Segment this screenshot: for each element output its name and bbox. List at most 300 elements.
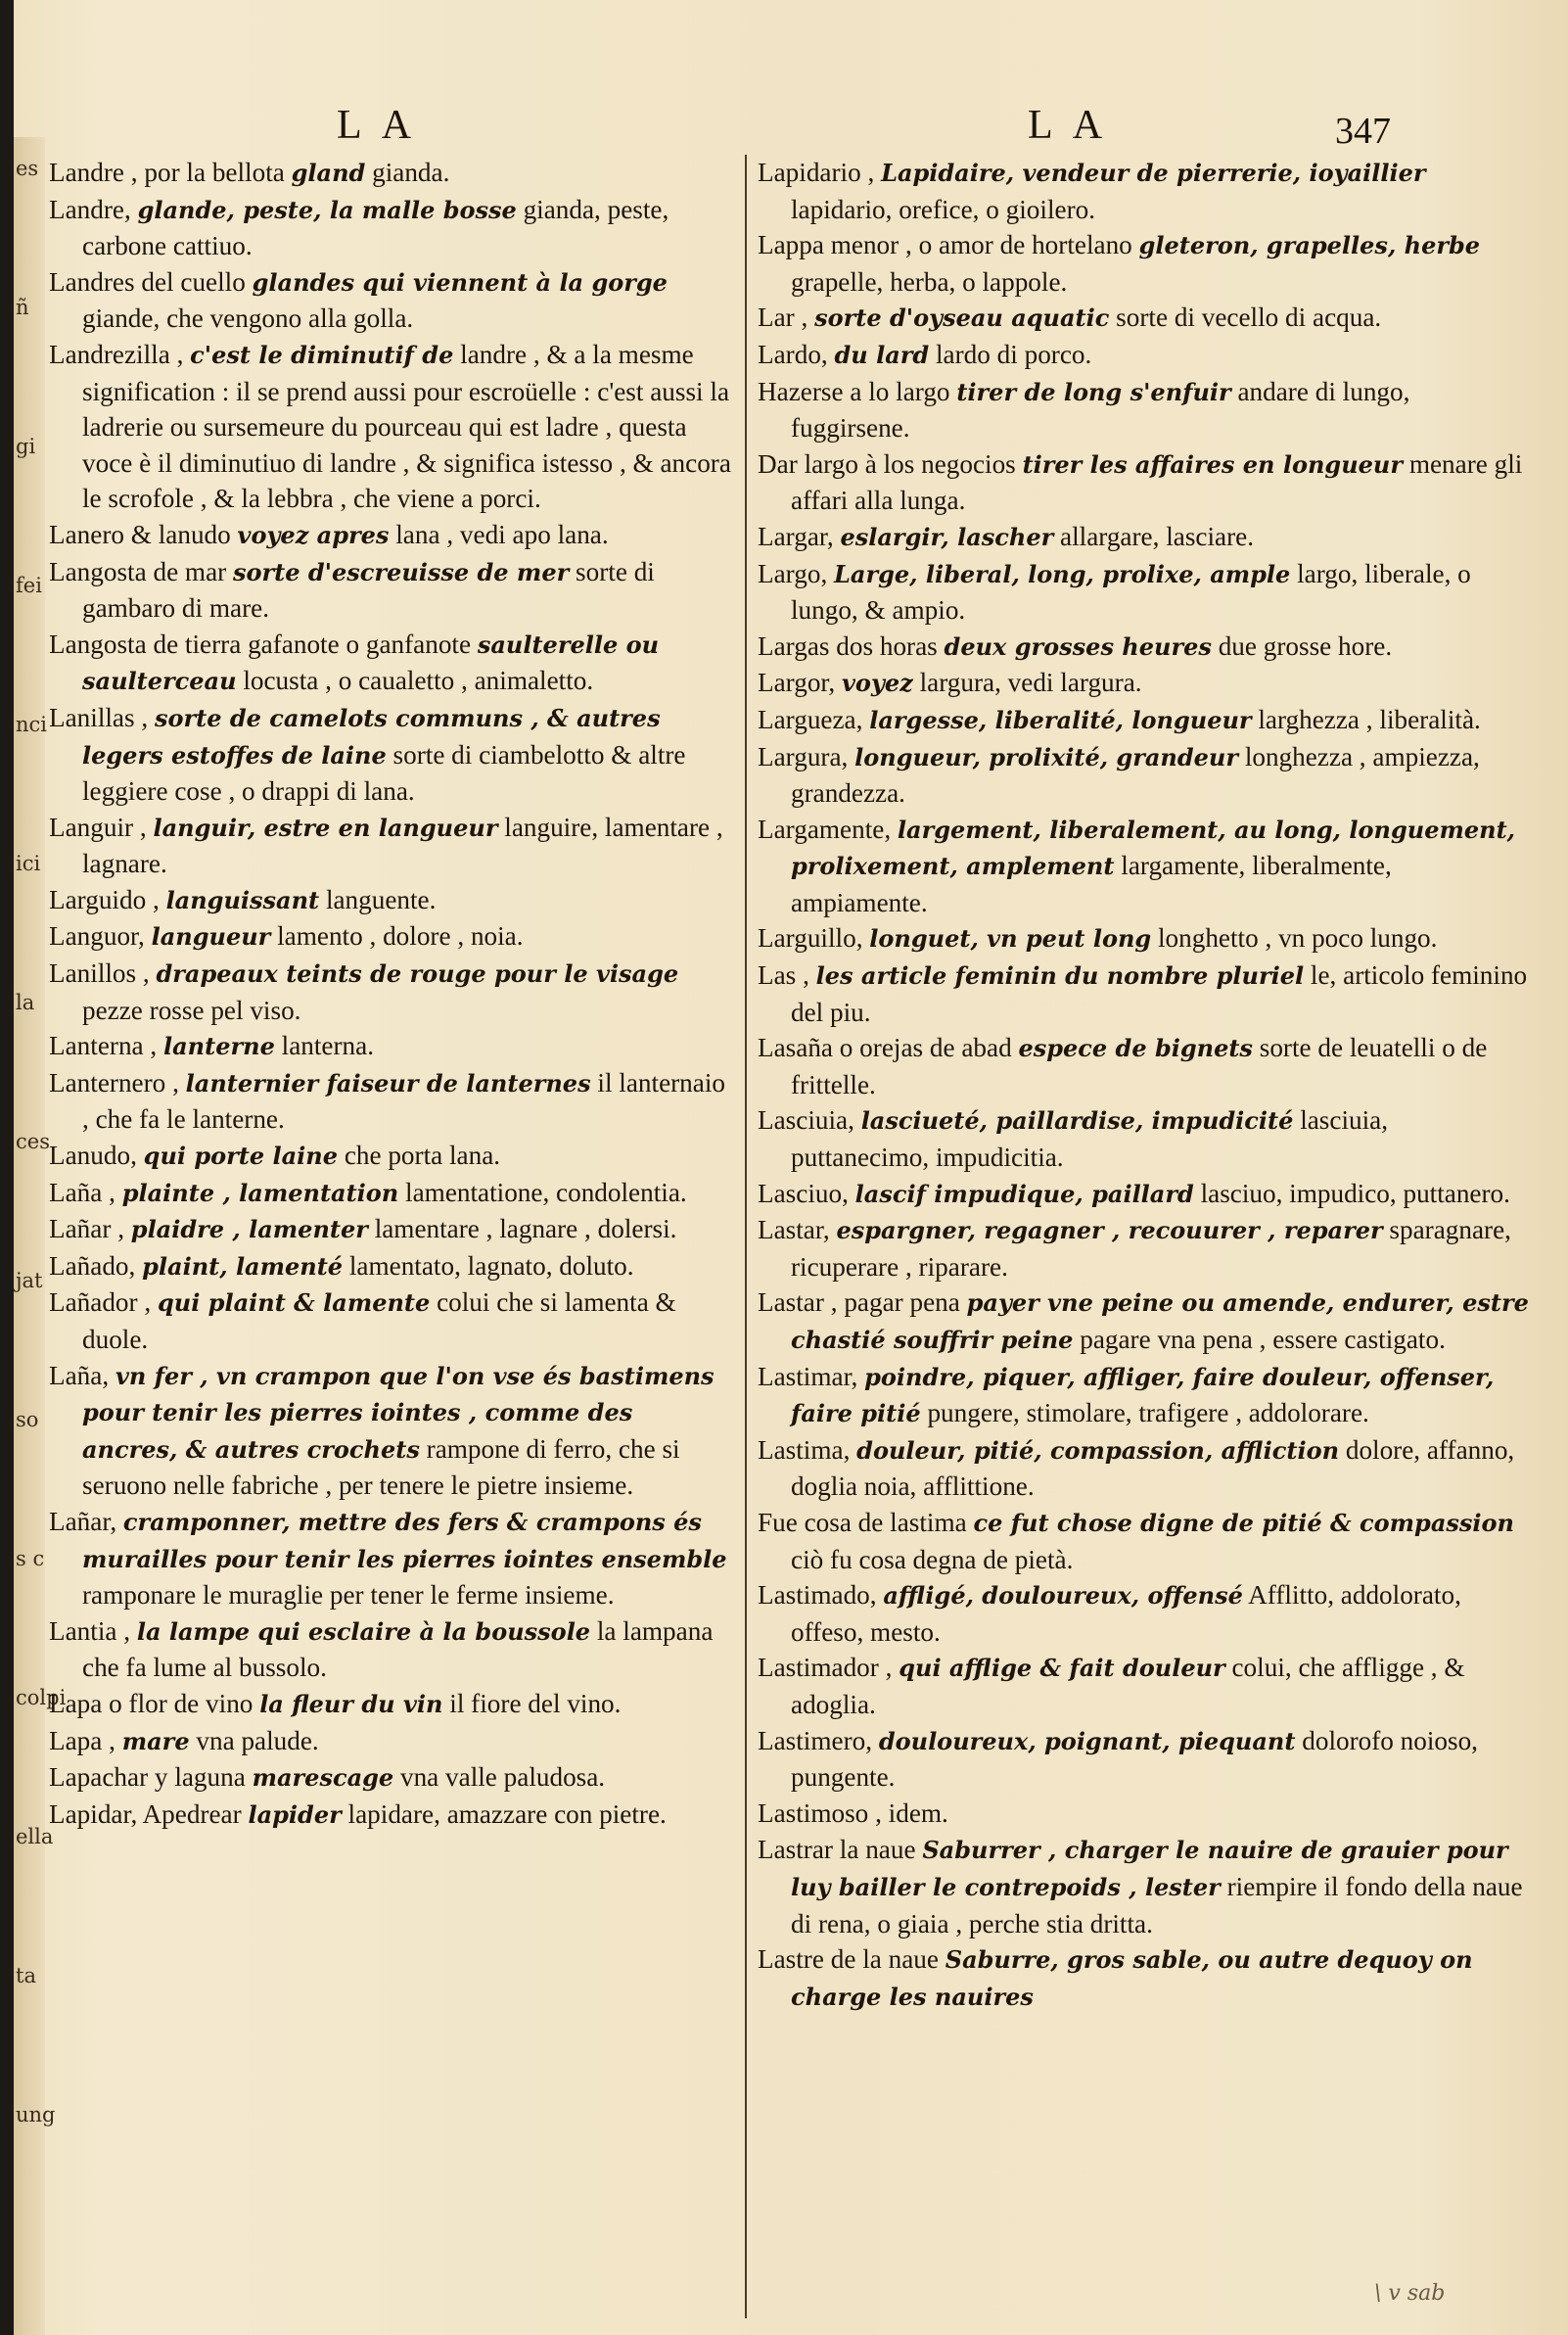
entry-french-gloss: Large, liberal, long, prolixe, ample [834, 559, 1291, 588]
entry-headword: Fue [758, 1507, 798, 1537]
left-column [49, 155, 734, 1833]
entry-separator: , [102, 1360, 115, 1390]
dictionary-entry [49, 554, 734, 627]
entry-separator: , [878, 1653, 899, 1683]
entry-separator: , [102, 1725, 122, 1755]
entry-headword: Lapa [49, 1688, 103, 1718]
dictionary-entry [49, 956, 734, 1028]
dictionary-entry [758, 920, 1531, 957]
entry-headword: Lastre [758, 1944, 824, 1975]
dictionary-entry [49, 1175, 734, 1212]
entry-headword: Lastimero [758, 1725, 866, 1755]
dictionary-entry [758, 446, 1531, 519]
dictionary-entry [758, 1941, 1531, 2015]
entry-italian-gloss: allargare, lasciare. [1060, 521, 1255, 551]
entry-headword: Lastima [758, 1434, 844, 1465]
entry-italian-gloss: landre , & a la mesme signification : il se prend aussi pour escroüelle : c'est aussi la ladrerie ou sursemeure du pourceau qui est ladre , questa voce è il diminutiuo di landre , & significa istesso , & ancora le scrofole , & la lebbra , che viene a porci. [82, 339, 731, 514]
entry-separator: , [111, 1214, 131, 1244]
entry-italian-gloss: il fiore del vino. [449, 1688, 622, 1718]
entry-separator: , [794, 303, 815, 333]
dictionary-entry [49, 810, 734, 882]
dictionary-entry [49, 1613, 734, 1686]
entry-headword: Lantia [49, 1615, 117, 1646]
dictionary-entry [758, 1102, 1531, 1175]
entry-headword: Lastar [758, 1215, 823, 1245]
entry-spanish-gloss: Apedrear [142, 1798, 242, 1829]
entry-headword: Lar [758, 303, 795, 333]
entry-french-gloss: douleur, pitié, compassion, affliction [856, 1435, 1340, 1465]
entry-italian-gloss: Afflitto, addolorato, offeso, mesto. [791, 1580, 1461, 1647]
entry-italian-gloss: lapidario, orefice, o gioilero. [791, 194, 1096, 224]
entry-italian-gloss: menare gli affari alla lunga. [791, 448, 1523, 516]
dictionary-entry [758, 1284, 1531, 1358]
margin-scrawl: \ v sab [1374, 2281, 1446, 2306]
entry-spanish-gloss: menor , o amor de hortelano [830, 230, 1132, 260]
entry-french-gloss: c'est le diminutif de [190, 340, 454, 369]
entry-separator: , [820, 339, 835, 369]
entry-headword: Lastimado [758, 1580, 870, 1611]
entry-separator: , [823, 1287, 845, 1318]
entry-french-gloss: Lapidaire, vendeur de pierrerie, ioyaillier [881, 159, 1426, 187]
entry-headword: Larguillo [758, 923, 856, 954]
entry-separator: , [820, 558, 835, 588]
dictionary-entry [49, 1028, 734, 1065]
dictionary-entry [49, 337, 734, 517]
margin-fragment: ung [16, 2103, 56, 2126]
entry-headword: Lañar [49, 1506, 111, 1536]
entry-headword: Landrezilla [49, 339, 170, 369]
entry-french-gloss: longueur, prolixité, grandeur [854, 742, 1239, 771]
entry-headword: Largar [758, 521, 827, 551]
entry-french-gloss: glande, peste, la malle bosse [137, 195, 517, 224]
entry-italian-gloss: lamentato, lagnato, doluto. [348, 1250, 634, 1281]
dictionary-entry [758, 665, 1531, 702]
margin-fragment: ta [16, 1964, 36, 1987]
entry-french-gloss: Saburre, gros sable, ou autre dequoy on charge les nauires [791, 1945, 1473, 2011]
dictionary-entry [49, 192, 734, 264]
entry-italian-gloss: largo, liberale, o lungo, & ampio. [791, 558, 1471, 626]
entry-headword: Lapidario [758, 158, 861, 187]
entry-headword: Larguido [49, 884, 147, 914]
entry-italian-gloss: sparagnare, ricuperare , riparare. [791, 1215, 1511, 1282]
entry-separator: , [841, 741, 855, 771]
dictionary-entry [758, 227, 1531, 300]
margin-fragment: es [16, 157, 39, 180]
entry-spanish-gloss: la naue [839, 1835, 916, 1865]
book-page [14, 0, 1568, 2335]
dictionary-entry [758, 1030, 1531, 1102]
entry-headword: Lapa [49, 1725, 103, 1755]
entry-italian-gloss: grapelle, herba, o lappole. [791, 266, 1068, 297]
dictionary-entry [758, 1650, 1531, 1722]
entry-italian-gloss: languente. [325, 884, 437, 914]
entry-french-gloss: qui afflige & fait douleur [899, 1654, 1225, 1683]
entry-italian-gloss: la lampana che fa lume al bussolo. [82, 1615, 714, 1683]
entry-french-gloss: sorte d'oyseau aquatic [814, 304, 1110, 333]
entry-separator: , [138, 921, 152, 952]
entry-separator: , [130, 1798, 143, 1829]
entry-italian-gloss: lanterna. [281, 1031, 374, 1061]
entry-separator: , [169, 339, 191, 369]
entry-headword: Lañado [49, 1250, 129, 1281]
running-head-left: LA [337, 103, 431, 148]
entry-french-gloss: langueur [151, 922, 271, 952]
entry-french-gloss: lascif impudique, paillard [854, 1179, 1194, 1208]
dictionary-entry [758, 1505, 1531, 1577]
entry-italian-gloss: vna valle paludosa. [399, 1762, 606, 1793]
dictionary-entry [758, 300, 1531, 337]
entry-spanish-gloss: de la naue [830, 1944, 939, 1975]
entry-french-gloss: la fleur du vin [259, 1689, 443, 1718]
entry-french-gloss: vn fer , vn crampon que l'on vse és bastimens pour tenir les pierres iointes , comme des ancres, & autres crochets [82, 1361, 715, 1464]
entry-french-gloss: affligé, douloureux, offensé [883, 1581, 1243, 1611]
entry-french-gloss: les article feminin du nombre pluriel [815, 961, 1305, 991]
entry-italian-gloss: rampone di ferro, che si seruono nelle fabriche , per tenere le pietre insieme. [82, 1433, 680, 1501]
entry-spanish-gloss: cosa de lastima [804, 1507, 967, 1537]
entry-headword: Lasciuo [758, 1178, 843, 1208]
entry-separator: , [123, 158, 145, 187]
dictionary-entry [758, 812, 1531, 921]
entry-headword: Landre [49, 158, 124, 187]
entry-french-gloss: cramponner, mettre des fers & crampons és murailles pour tenir les pierres iointes ensemble [82, 1507, 727, 1573]
entry-headword: Langosta [49, 629, 147, 659]
dictionary-entry [758, 1832, 1531, 1941]
entry-separator [833, 1033, 840, 1062]
entry-french-gloss: tirer les affaires en longueur [1022, 449, 1404, 479]
dictionary-entry [49, 264, 734, 337]
margin-fragment: gi [16, 435, 36, 458]
dictionary-entry [758, 337, 1531, 374]
previous-page-margin [14, 137, 67, 2335]
entry-separator: , [134, 702, 155, 732]
entry-spanish-gloss: pagar pena [844, 1287, 960, 1318]
entry-french-gloss: ce fut chose digne de pitié & compassion [973, 1508, 1514, 1537]
entry-french-gloss: marescage [252, 1763, 394, 1793]
entry-headword: Lardo [758, 339, 821, 369]
entry-italian-gloss: pungere, stimolare, trafigere , addolorare. [927, 1398, 1369, 1428]
entry-italian-gloss: largamente, liberalmente, ampiamente. [791, 851, 1392, 917]
entry-french-gloss: la lampe qui esclaire à la boussole [136, 1616, 591, 1646]
entry-italian-gloss: longhezza , ampiezza, grandezza. [791, 741, 1480, 809]
entry-headword: Largor [758, 668, 829, 698]
entry-italian-gloss: lana , vedi apo lana. [395, 519, 609, 549]
entry-french-gloss: voyez [841, 669, 913, 698]
entry-italian-gloss: gianda, peste, carbone cattiuo. [82, 194, 669, 261]
entry-spanish-gloss: y laguna [154, 1762, 246, 1793]
dictionary-entry [758, 1432, 1531, 1505]
entry-separator: , [822, 1215, 837, 1245]
dictionary-entry [49, 1759, 734, 1797]
entry-headword: Langosta [49, 556, 147, 586]
entry-italian-gloss: lapidare, amazzare con pietre. [347, 1798, 667, 1829]
entry-separator: , [826, 521, 841, 551]
entry-italian-gloss: che porta lana. [344, 1141, 501, 1171]
dictionary-entry [758, 1577, 1531, 1650]
dictionary-entry [49, 155, 734, 192]
page-number: 347 [1335, 111, 1391, 152]
entry-separator [148, 1762, 155, 1792]
entry-separator: , [865, 1725, 879, 1755]
dictionary-entry [758, 374, 1531, 446]
entry-headword: Lapidar [49, 1798, 131, 1829]
dictionary-entry [758, 556, 1531, 629]
entry-headword: Largamente [758, 814, 885, 844]
entry-separator: , [102, 1177, 122, 1207]
entry-separator: , [165, 1067, 186, 1097]
dictionary-entry [758, 1212, 1531, 1284]
entry-italian-gloss: gianda. [372, 158, 450, 187]
entry-italian-gloss: longhetto , vn poco lungo. [1158, 923, 1438, 954]
entry-french-gloss: du lard [834, 340, 930, 369]
dictionary-entry [758, 629, 1531, 666]
entry-italian-gloss: due grosse hore. [1218, 630, 1393, 661]
entry-french-gloss: mare [121, 1726, 190, 1755]
entry-spanish-gloss: & lanudo [130, 519, 231, 549]
entry-spanish-gloss: a lo largo [850, 376, 950, 406]
dictionary-entry [49, 627, 734, 700]
entry-french-gloss: qui porte laine [143, 1142, 339, 1171]
entry-spanish-gloss: del cuello [141, 266, 246, 297]
column-divider [745, 155, 747, 2318]
entry-separator: , [128, 1250, 136, 1281]
entry-separator: , [828, 668, 842, 698]
entry-separator: , [116, 1615, 137, 1646]
entry-french-gloss: languissant [165, 885, 320, 914]
dictionary-entry [49, 517, 734, 554]
dictionary-entry [49, 1065, 734, 1138]
entry-separator [833, 1835, 840, 1864]
entry-french-gloss: sorte de camelots communs , & autres legers estoffes de laine [82, 703, 661, 770]
dictionary-entry [758, 1796, 1531, 1833]
entry-italian-gloss: lamentatione, condolentia. [405, 1177, 687, 1207]
entry-french-gloss: gleteron, grapelles, herbe [1138, 231, 1481, 260]
entry-separator: , [136, 958, 157, 989]
entry-french-gloss: largement, liberalement, au long, longuement, prolixement, amplement [791, 815, 1516, 881]
dictionary-entry [758, 702, 1531, 739]
entry-french-gloss: glandes qui viennent à la gorge [252, 267, 668, 297]
entry-french-gloss: espece de bignets [1018, 1034, 1253, 1063]
entry-italian-gloss: vna palude. [196, 1725, 319, 1755]
dictionary-entry [758, 155, 1531, 227]
dictionary-entry [758, 957, 1531, 1030]
entry-italian-gloss: sorte di gambaro di mare. [82, 556, 655, 624]
entry-separator: , [855, 704, 870, 734]
entry-french-gloss: plaint, lamenté [142, 1251, 344, 1281]
dictionary-entry [758, 739, 1531, 812]
margin-fragment: fei [16, 574, 42, 597]
entry-french-gloss: plainte , lamentation [121, 1178, 399, 1207]
entry-separator: , [848, 1105, 861, 1136]
entry-french-gloss: languir, estre en langueur [153, 813, 498, 842]
entry-french-gloss: tirer de long s'enfuir [956, 377, 1231, 406]
entry-italian-gloss: ramponare le muraglie per tener le ferme insieme. [82, 1580, 615, 1611]
entry-italian-gloss: lasciuia, puttanecimo, impudicitia. [791, 1105, 1389, 1173]
entry-separator: , [869, 1580, 884, 1611]
dictionary-entry [49, 700, 734, 810]
entry-italian-gloss: lasciuo, impudico, puttanero. [1200, 1178, 1510, 1208]
entry-headword: Lanero [49, 519, 124, 549]
entry-separator [824, 1944, 831, 1974]
entry-separator: , [137, 1287, 158, 1318]
entry-headword: Lappa [758, 230, 824, 260]
dictionary-entry [49, 1138, 734, 1175]
entry-headword: Hazerse [758, 376, 844, 406]
entry-italian-gloss: andare di lungo, fuggirsene. [791, 376, 1410, 444]
entry-french-gloss: espargner, regagner , recouurer , reparer [836, 1216, 1383, 1245]
dictionary-entry [49, 1358, 734, 1504]
entry-separator: , [842, 1178, 855, 1208]
margin-fragment: la [16, 991, 35, 1014]
entry-headword: Landre [49, 194, 124, 224]
dictionary-entry [49, 1284, 734, 1357]
entry-separator: , [130, 1141, 144, 1171]
entry-separator: , [143, 1031, 163, 1061]
entry-french-gloss: longuet, vn peut long [869, 924, 1152, 954]
entry-italian-gloss: dolore, affanno, doglia noia, afflittione. [791, 1434, 1515, 1502]
entry-italian-gloss: sorte de leuatelli o de frittelle. [791, 1033, 1488, 1099]
entry-italian-gloss: languire, lamentare , lagnare. [82, 812, 723, 879]
entry-french-gloss: drapeaux teints de rouge pour le visage [156, 959, 679, 989]
entry-italian-gloss: sorte di vecello di acqua. [1116, 303, 1382, 333]
entry-headword: Lastrar [758, 1835, 833, 1865]
entry-italian-gloss: locusta , o caualetto , animaletto. [243, 666, 594, 696]
margin-fragment: ella [16, 1825, 54, 1848]
right-column [758, 155, 1531, 2015]
entry-headword: Lañar [49, 1214, 112, 1244]
entry-italian-gloss: lamento , dolore , noia. [277, 921, 524, 952]
entry-headword: Laña [49, 1360, 103, 1390]
entry-french-gloss: Saburrer , charger le nauire de grauier pour luy bailler le contrepoids , lester [791, 1836, 1508, 1901]
entry-french-gloss: voyez apres [237, 520, 390, 549]
dictionary-entry [49, 1211, 734, 1248]
entry-headword: Lastar [758, 1287, 824, 1318]
entry-headword: Languor [49, 921, 139, 952]
entry-french-gloss: eslargir, lascher [840, 522, 1054, 551]
running-head-right: LA [1028, 103, 1122, 148]
entry-headword: Lanillos [49, 958, 137, 989]
dictionary-entry [758, 519, 1531, 556]
entry-headword: Lanternero [49, 1067, 166, 1097]
entry-headword: Lastimoso [758, 1798, 869, 1828]
dictionary-entry [49, 1686, 734, 1723]
entry-spanish-gloss: largo à los negocios [804, 448, 1016, 479]
entry-italian-gloss: giande, che vengono alla golla. [82, 304, 414, 334]
dictionary-entry [49, 1723, 734, 1760]
entry-italian-gloss: le, articolo feminino del piu. [791, 960, 1528, 1027]
dictionary-entry [758, 1723, 1531, 1796]
entry-headword: Lanillas [49, 702, 135, 732]
dictionary-entry [49, 1248, 734, 1285]
entry-italian-gloss: riempire il fondo della naue di rena, o giaia , perche stia dritta. [791, 1871, 1523, 1938]
entry-french-gloss: douloureux, poignant, piequant [878, 1726, 1296, 1755]
entry-italian-gloss: il lanternaio , che fa le lanterne. [82, 1067, 725, 1135]
entry-headword: Largueza [758, 704, 856, 734]
dictionary-entry [758, 1176, 1531, 1213]
entry-italian-gloss: larghezza , liberalità. [1258, 704, 1481, 734]
entry-separator: , [855, 923, 870, 954]
margin-fragment: ici [16, 852, 41, 875]
entry-french-gloss: lanternier faiseur de lanternes [185, 1068, 591, 1097]
entry-separator: , [110, 1506, 123, 1536]
entry-headword: Las [758, 960, 797, 991]
entry-italian-gloss: colui che si lamenta & duole. [82, 1287, 676, 1354]
margin-fragment: ñ [16, 296, 29, 319]
entry-headword: Lasaña [758, 1033, 833, 1063]
margin-fragment: so [16, 1408, 39, 1431]
entry-spanish-gloss: de mar [153, 556, 227, 586]
margin-fragment: s c [16, 1547, 45, 1570]
entry-headword: Largura [758, 741, 842, 771]
entry-headword: Largas [758, 630, 830, 661]
entry-french-gloss: lanterne [163, 1032, 275, 1061]
entry-italian-gloss: dolorofo noioso, pungente. [791, 1725, 1478, 1793]
entry-spanish-gloss: dos horas [836, 630, 938, 661]
entry-separator: , [843, 1434, 857, 1465]
entry-separator: , [868, 1798, 889, 1828]
entry-italian-gloss: ciò fu cosa degna de pietà. [791, 1544, 1074, 1574]
entry-italian-gloss: idem. [888, 1798, 948, 1828]
entry-french-gloss: lasciueté, paillardise, impudicité [860, 1106, 1294, 1136]
entry-spanish-gloss: por la bellota [144, 158, 285, 187]
entry-headword: Lapachar [49, 1762, 149, 1793]
entry-headword: Landres [49, 266, 135, 297]
entry-separator: , [123, 194, 131, 224]
entry-separator [824, 230, 831, 259]
entry-headword: Lasciuia [758, 1105, 849, 1136]
entry-headword: Dar [758, 448, 798, 479]
entry-separator: , [146, 884, 166, 914]
dictionary-entry [49, 1797, 734, 1834]
entry-headword: Lañador [49, 1287, 138, 1318]
dictionary-entry [758, 1359, 1531, 1432]
dictionary-entry [49, 918, 734, 956]
margin-fragment: jat [16, 1269, 43, 1292]
dictionary-entry [49, 882, 734, 919]
entry-italian-gloss: lardo di porco. [936, 339, 1092, 369]
entry-spanish-gloss: de tierra gafanote o ganfanote [153, 629, 472, 659]
entry-italian-gloss: pezze rosse pel viso. [82, 995, 301, 1025]
entry-separator: , [796, 960, 816, 991]
entry-french-gloss: payer vne peine ou amende, endurer, estre chastié souffrir peine [791, 1288, 1529, 1354]
entry-italian-gloss: sorte di ciambelotto & altre leggiere cose , o drappi di lana. [82, 739, 686, 807]
entry-separator [798, 1508, 805, 1537]
entry-french-gloss: plaidre , lamenter [130, 1215, 368, 1244]
entry-headword: Laña [49, 1177, 103, 1207]
entry-headword: Lanterna [49, 1031, 144, 1061]
entry-french-gloss: lapider [248, 1799, 342, 1829]
entry-headword: Languir [49, 812, 134, 842]
entry-separator [124, 520, 131, 549]
entry-french-gloss: gland [291, 159, 366, 187]
entry-separator: , [860, 158, 882, 187]
entry-italian-gloss: largura, vedi largura. [919, 668, 1142, 698]
entry-headword: Largo [758, 558, 821, 588]
entry-italian-gloss: colui, che affligge , & adoglia. [791, 1653, 1465, 1719]
entry-italian-gloss: pagare vna pena , essere castigato. [1080, 1325, 1446, 1354]
entry-spanish-gloss: o orejas de abad [839, 1033, 1012, 1063]
entry-french-gloss: saulterelle ou saulterceau [82, 630, 660, 696]
margin-fragment: nci [16, 713, 48, 736]
entry-french-gloss: poindre, piquer, affliger, faire douleur, offenser, faire pitié [791, 1362, 1495, 1428]
margin-fragment: ces [16, 1130, 50, 1153]
dictionary-entry [49, 1504, 734, 1613]
entry-italian-gloss: lamentare , lagnare , dolersi. [374, 1214, 677, 1244]
entry-separator: , [133, 812, 154, 842]
entry-headword: Lanudo [49, 1141, 131, 1171]
entry-headword: Lastimador [758, 1653, 879, 1683]
entry-separator: , [884, 814, 898, 844]
entry-spanish-gloss: o flor de vino [109, 1688, 254, 1718]
